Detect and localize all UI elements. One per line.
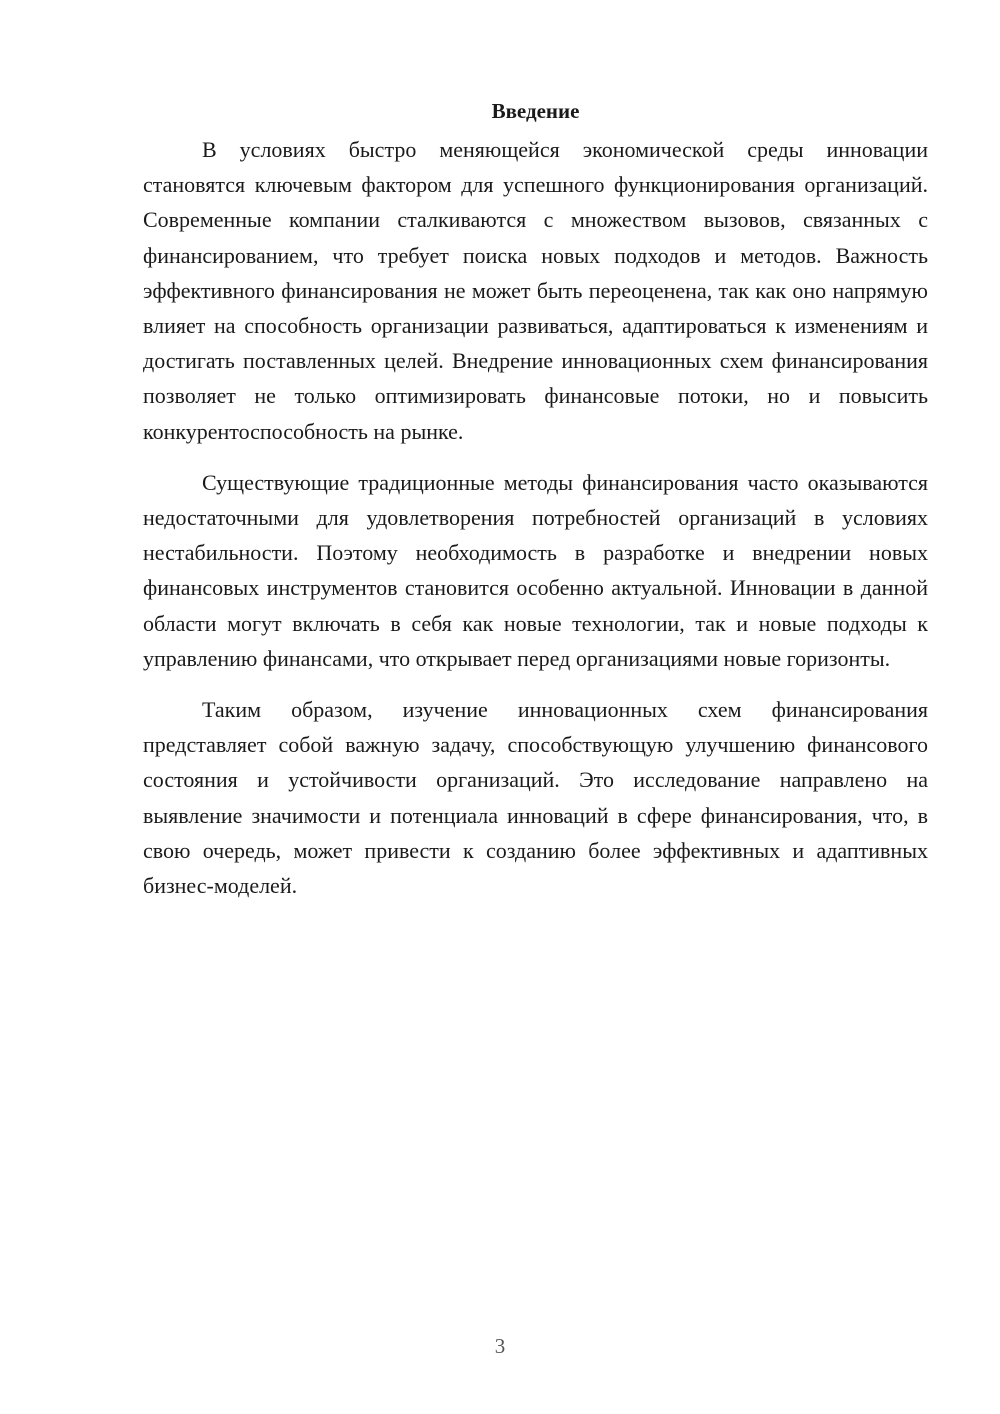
page-title: Введение — [491, 99, 580, 123]
document-page — [143, 96, 928, 903]
paragraph-3: Таким образом, изучение инновационных схем финансирования представляет собой важную задачу, способствующую улучшению финансового состояния и устойчивости организаций. Это исследование направлено на выявление значимости и потенциала инноваций в сфере финансирования, что, в свою очередь, может привести к созданию более эффективных и адаптивных бизнес-моделей. — [143, 697, 928, 899]
page-number: 3 — [494, 1334, 506, 1358]
paragraph-2: Существующие традиционные методы финансирования часто оказываются недостаточными для удовлетворения потребностей организаций в условиях нестабильности. Поэтому необходимость в разработке и внедрении новых финансовых инструментов становится особенно актуальной. Инновации в данной области могут включать в себя как новые технологии, так и новые подходы к управлению финансами, что открывает перед организациями новые горизонты. — [143, 469, 928, 671]
paragraph-1: В условиях быстро меняющейся экономической среды инновации становятся ключевым фактором для успешного функционирования организаций. Современные компании сталкиваются с множеством вызовов, связанных с финансированием, что требует поиска новых подходов и методов. Важность эффективного финансирования не может быть переоценена, так как оно напрямую влияет на способность организации развиваться, адаптироваться к изменениям и достигать поставленных целей. Внедрение инновационных схем финансирования позволяет не только оптимизировать финансовые потоки, но и повысить конкурентоспособность на рынке. — [143, 137, 928, 444]
